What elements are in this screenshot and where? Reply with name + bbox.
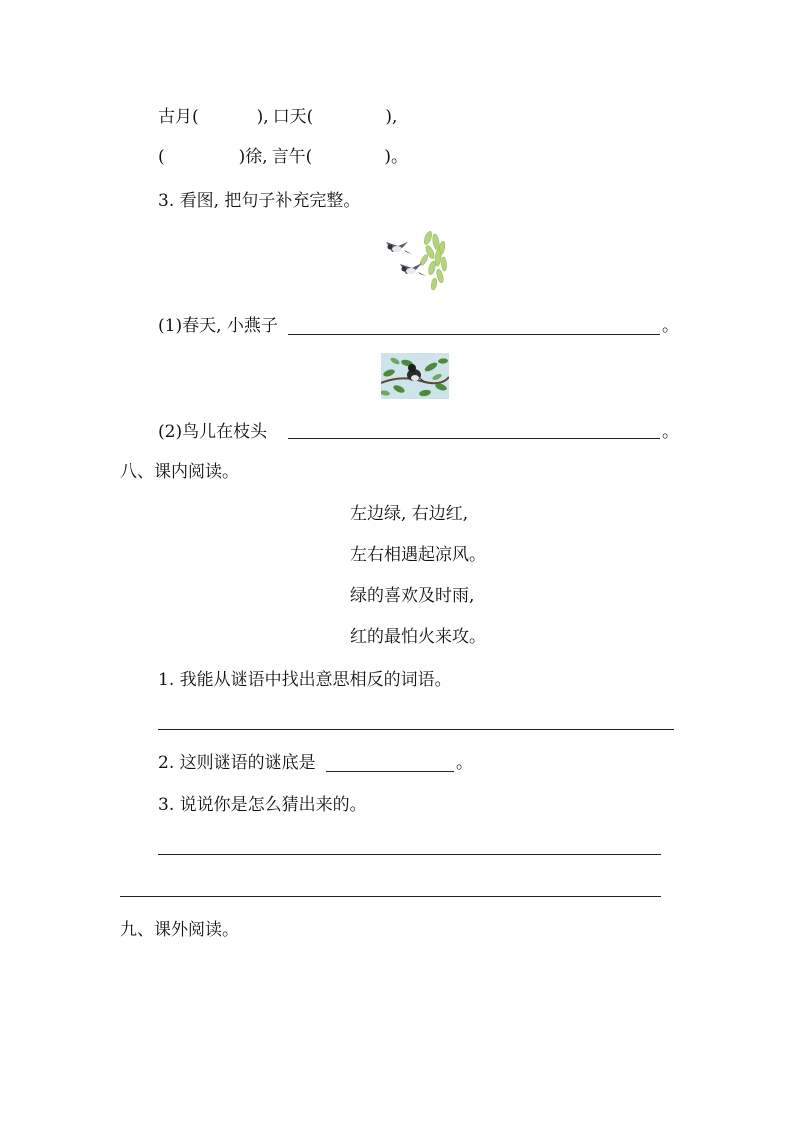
riddle-line: 左右相遇起凉风。 (350, 545, 486, 565)
answer-line-q2[interactable] (326, 771, 454, 772)
q3-item-2 (158, 420, 267, 444)
answer-line-q3-2[interactable] (288, 438, 660, 439)
section-8-title: 八、课内阅读。 (120, 462, 239, 482)
question-2-prefix: 2. 这则谜语的谜底是 (158, 753, 316, 773)
word-yanwu-label: 言午( (271, 147, 313, 167)
question-1: 1. 我能从谜语中找出意思相反的词语。 (158, 670, 452, 690)
word-guyue-label: 古月( (158, 107, 199, 127)
q3-item-1 (158, 314, 278, 338)
swallows-willow-image (382, 230, 448, 292)
answer-line-q1[interactable] (158, 729, 674, 730)
word-koutian-label: 口天( (272, 107, 314, 127)
separator: )。 (384, 147, 408, 167)
fill-line-1 (158, 105, 397, 129)
riddle-line: 左边绿, 右边红, (350, 504, 469, 524)
q3-item-2-suffix: 。 (662, 422, 679, 442)
section-9-title: 九、课外阅读。 (120, 920, 239, 940)
fill-line-2 (158, 145, 408, 169)
question-2-suffix: 。 (456, 753, 473, 773)
separator: ), (256, 107, 269, 127)
riddle-line: 红的最怕火来攻。 (350, 627, 486, 647)
question-3: 3. 说说你是怎么猜出来的。 (158, 795, 367, 815)
answer-line-q3-b[interactable] (120, 896, 661, 897)
q3-item-1-prefix: (1)春天, 小燕子 (158, 316, 278, 336)
bracket-open: ( (158, 147, 165, 167)
question-2 (158, 751, 316, 775)
answer-line-q3-a[interactable] (158, 854, 661, 855)
separator: ), (385, 107, 398, 127)
q3-item-2-prefix: (2)鸟儿在枝头 (158, 422, 268, 442)
answer-line-q3-1[interactable] (288, 334, 660, 335)
bird-on-branch-image (381, 353, 449, 399)
q3-item-1-suffix: 。 (662, 316, 679, 336)
q3-heading: 3. 看图, 把句子补充完整。 (158, 191, 361, 211)
riddle-line: 绿的喜欢及时雨, (350, 586, 475, 606)
word-xu-label: )徐, (238, 147, 268, 167)
